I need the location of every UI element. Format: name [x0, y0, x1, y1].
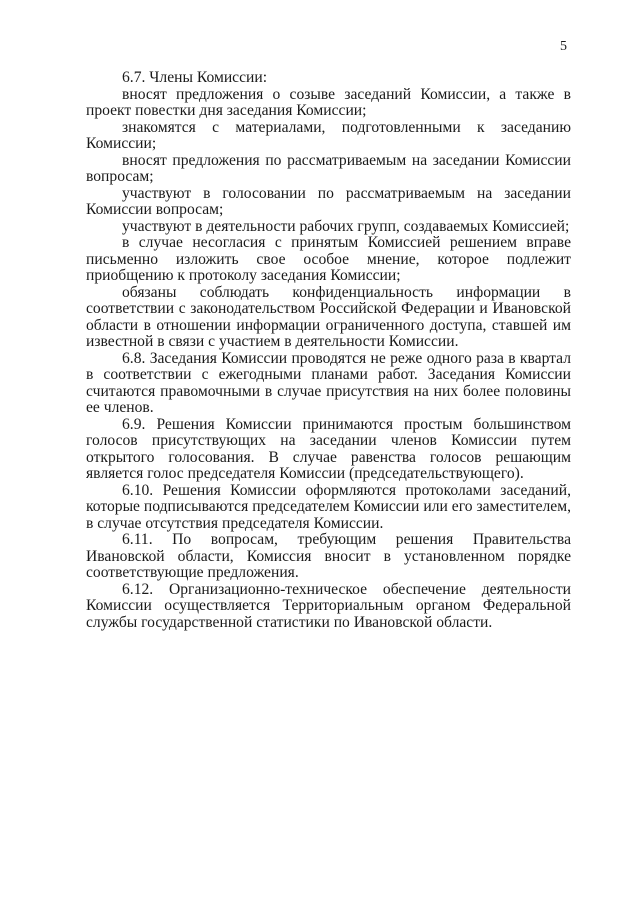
paragraph-6-9: 6.9. Решения Комиссии принимаются простым большинством голосов присутствующих на заседании членов Комиссии путем открытого голосования. В случае равенства голосов решающим является голос председателя Комиссии (председательствующего). — [86, 415, 571, 482]
paragraph-6-10: 6.10. Решения Комиссии оформляются протоколами заседаний, которые подписываются председателем Комиссии или его заместителем, в случае отсутствия председателя Комиссии. — [86, 481, 571, 532]
paragraph-proposals-convening: вносят предложения о созыве заседаний Комиссии, а также в проект повестки дня заседания Комиссии; — [86, 85, 571, 119]
paragraph-6-8: 6.8. Заседания Комиссии проводятся не реже одного раза в квартал в соответствии с ежегодными планами работ. Заседания Комиссии считаются правомочными в случае присутствия на них более половины ее членов. — [86, 349, 571, 416]
paragraph-review-materials: знакомятся с материалами, подготовленными к заседанию Комиссии; — [86, 118, 571, 152]
paragraph-confidentiality: обязаны соблюдать конфиденциальность информации в соответствии с законодательством Российской Федерации и Ивановской области в отношении информации ограниченного доступа, ставшей им известной в связи с участием в деятельности Комиссии. — [86, 283, 571, 350]
paragraph-voting: участвуют в голосовании по рассматриваемым на заседании Комиссии вопросам; — [86, 184, 571, 218]
paragraph-dissent: в случае несогласия с принятым Комиссией решением вправе письменно изложить свое особое мнение, которое подлежит приобщению к протоколу заседания Комиссии; — [86, 234, 571, 284]
paragraph-working-groups: участвуют в деятельности рабочих групп, создаваемых Комиссией; — [122, 217, 570, 235]
paragraph-6-7-heading: 6.7. Члены Комиссии: — [122, 69, 268, 86]
paragraph-proposals-questions: вносят предложения по рассматриваемым на заседании Комиссии вопросам; — [86, 151, 571, 185]
paragraph-6-11: 6.11. По вопросам, требующим решения Правительства Ивановской области, Комиссия вносит в установленном порядке соответствующие предложения. — [86, 531, 571, 581]
document-body — [86, 70, 571, 631]
page-number: 5 — [560, 39, 567, 54]
paragraph-6-12: 6.12. Организационно-техническое обеспечение деятельности Комиссии осуществляется Территориальным органом Федеральной службы государственной статистики по Ивановской области. — [86, 580, 571, 631]
